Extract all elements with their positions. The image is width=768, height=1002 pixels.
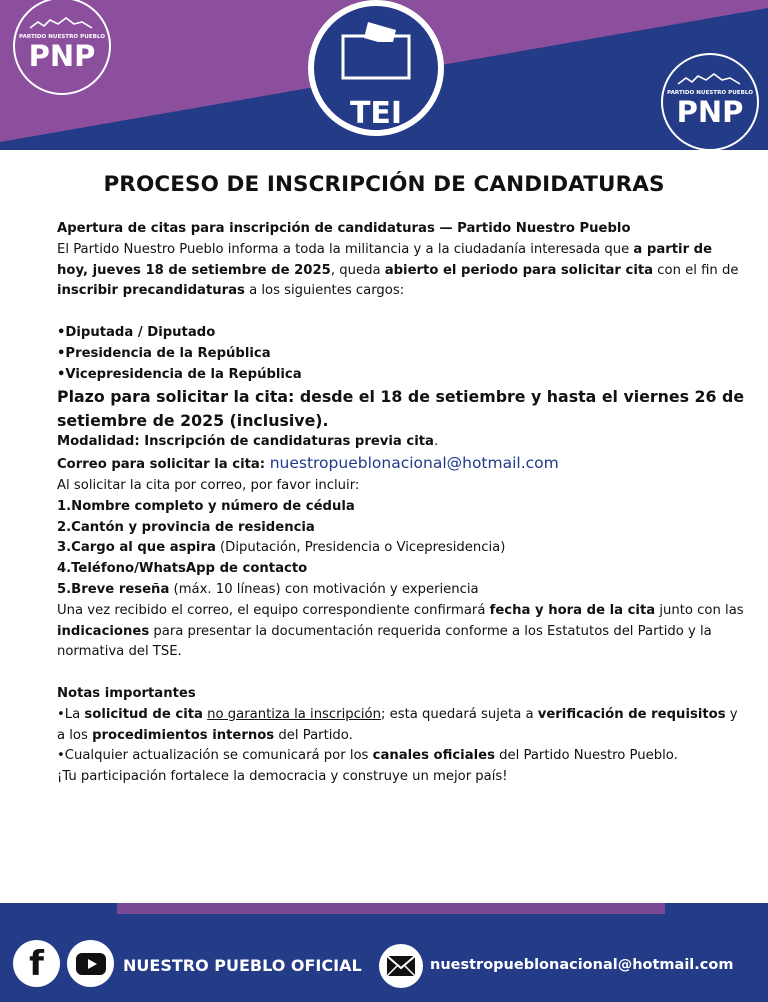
confirmacion-text-2: junto con las	[655, 602, 744, 618]
footer-email[interactable]: nuestropueblonacional@hotmail.com	[430, 957, 734, 973]
requisito-label: 1.Nombre completo y número de cédula	[57, 498, 355, 514]
nota-bold: verificación de requisitos	[537, 706, 726, 722]
intro-text-3: con el fin de	[653, 262, 739, 278]
tei-label: TEI	[349, 96, 403, 131]
requisito-item	[57, 518, 747, 539]
requisito-detail: (máx. 10 líneas) con motivación y experiencia	[169, 581, 479, 597]
confirmacion-text-1: Una vez recibido el correo, el equipo correspondiente confirmará	[57, 602, 490, 618]
header-graphic	[0, 0, 768, 158]
intro-text-2: , queda	[330, 262, 385, 278]
youtube-play-icon	[76, 953, 106, 975]
intro-period: abierto el periodo para solicitar cita	[384, 262, 654, 278]
instrucciones-text: Al solicitar la cita por correo, por favor incluir:	[57, 477, 360, 493]
social-handle: NUESTRO PUEBLO OFICIAL	[123, 956, 362, 975]
footer-bar	[0, 903, 768, 1002]
cargo-vicepresidencia: •Vicepresidencia de la República	[57, 366, 302, 382]
modalidad-line	[57, 432, 747, 453]
nota-text: ; esta quedará sujeta a	[380, 706, 538, 722]
requisito-label: 2.Cantón y provincia de residencia	[57, 519, 315, 535]
requisito-item	[57, 559, 747, 580]
tei-emblem	[311, 3, 441, 133]
logo-text-right: PNP	[676, 95, 744, 129]
logo-small-text-right: PARTIDO NUESTRO PUEBLO	[667, 90, 753, 96]
intro-heading-text: Apertura de citas para inscripción de candidaturas — Partido Nuestro Pueblo	[57, 221, 631, 236]
cargo-item	[57, 323, 747, 344]
intro-paragraph	[57, 240, 747, 302]
logo-small-text-left: PARTIDO NUESTRO PUEBLO	[19, 34, 105, 40]
nota-underline: no garantiza la inscripción	[207, 706, 381, 722]
nota-text: y a los	[57, 706, 738, 743]
correo-line	[57, 453, 747, 476]
nota-bold: solicitud de cita	[84, 706, 203, 722]
envelope-icon	[386, 955, 416, 977]
closing-line: ¡Tu participación fortalece la democracia y construye un mejor país!	[57, 769, 508, 785]
modalidad-dot: .	[433, 434, 439, 450]
correo-label: Correo para solicitar la cita:	[57, 457, 270, 473]
notas-heading-text: Notas importantes	[57, 685, 196, 701]
confirmacion-indicaciones: indicaciones	[57, 623, 150, 639]
intro-text-4: a los siguientes cargos:	[244, 283, 405, 299]
requisito-label: 5.Breve reseña	[57, 581, 170, 597]
youtube-icon[interactable]	[67, 940, 114, 987]
logo-text-left: PNP	[28, 39, 96, 73]
confirmacion-fecha: fecha y hora de la cita	[489, 602, 656, 618]
modalidad-label: Modalidad: Inscripción de candidaturas previa cita	[57, 434, 434, 450]
cargo-presidencia: •Presidencia de la República	[57, 345, 271, 361]
requisito-label: 3.Cargo al que aspira	[57, 540, 216, 556]
intro-text-1: El Partido Nuestro Pueblo informa a toda la militancia y a la ciudadanía interesada que	[57, 241, 634, 257]
confirmacion-text-3: para presentar la documentación requerida conforme a los Estatutos del Partido y la normativa del TSE.	[57, 623, 712, 660]
nota-text: •Cualquier actualización se comunicará por los	[57, 748, 373, 764]
cargo-diputacion: •Diputada / Diputado	[57, 324, 216, 340]
requisito-item	[57, 538, 747, 559]
confirmacion-paragraph	[57, 601, 747, 663]
notas-heading	[57, 684, 747, 705]
facebook-glyph: f	[29, 943, 44, 984]
nota-text: del Partido Nuestro Pueblo.	[494, 748, 678, 764]
plazo-text: Plazo para solicitar la cita: desde el 18 de setiembre y hasta el viernes 26 de setiembre de 2025 (inclusive).	[57, 387, 745, 430]
facebook-icon[interactable]	[13, 940, 60, 987]
requisito-label: 4.Teléfono/WhatsApp de contacto	[57, 561, 308, 577]
nota-1	[57, 705, 747, 747]
correo-email-link[interactable]: nuestropueblonacional@hotmail.com	[269, 454, 559, 473]
cargo-item	[57, 365, 747, 386]
nota-2	[57, 746, 747, 767]
mail-icon[interactable]	[379, 944, 423, 988]
intro-date: a partir de hoy, jueves 18 de setiembre de 2025	[57, 241, 713, 278]
header-banner	[0, 0, 768, 158]
nota-text: del Partido.	[274, 727, 353, 743]
nota-bold: canales oficiales	[372, 748, 495, 764]
page-title: PROCESO DE INSCRIPCIÓN DE CANDIDATURAS	[103, 172, 665, 197]
requisito-item	[57, 580, 747, 601]
announcement-body	[57, 219, 747, 788]
nota-bold: procedimientos internos	[92, 727, 275, 743]
nota-text: •La	[57, 706, 85, 722]
intro-precandidaturas: inscribir precandidaturas	[57, 283, 245, 299]
intro-heading	[57, 219, 747, 240]
requisito-item	[57, 497, 747, 518]
requisito-detail: (Diputación, Presidencia o Vicepresidencia)	[215, 540, 506, 556]
cargo-item	[57, 344, 747, 365]
footer-accent-stripe	[117, 903, 665, 914]
